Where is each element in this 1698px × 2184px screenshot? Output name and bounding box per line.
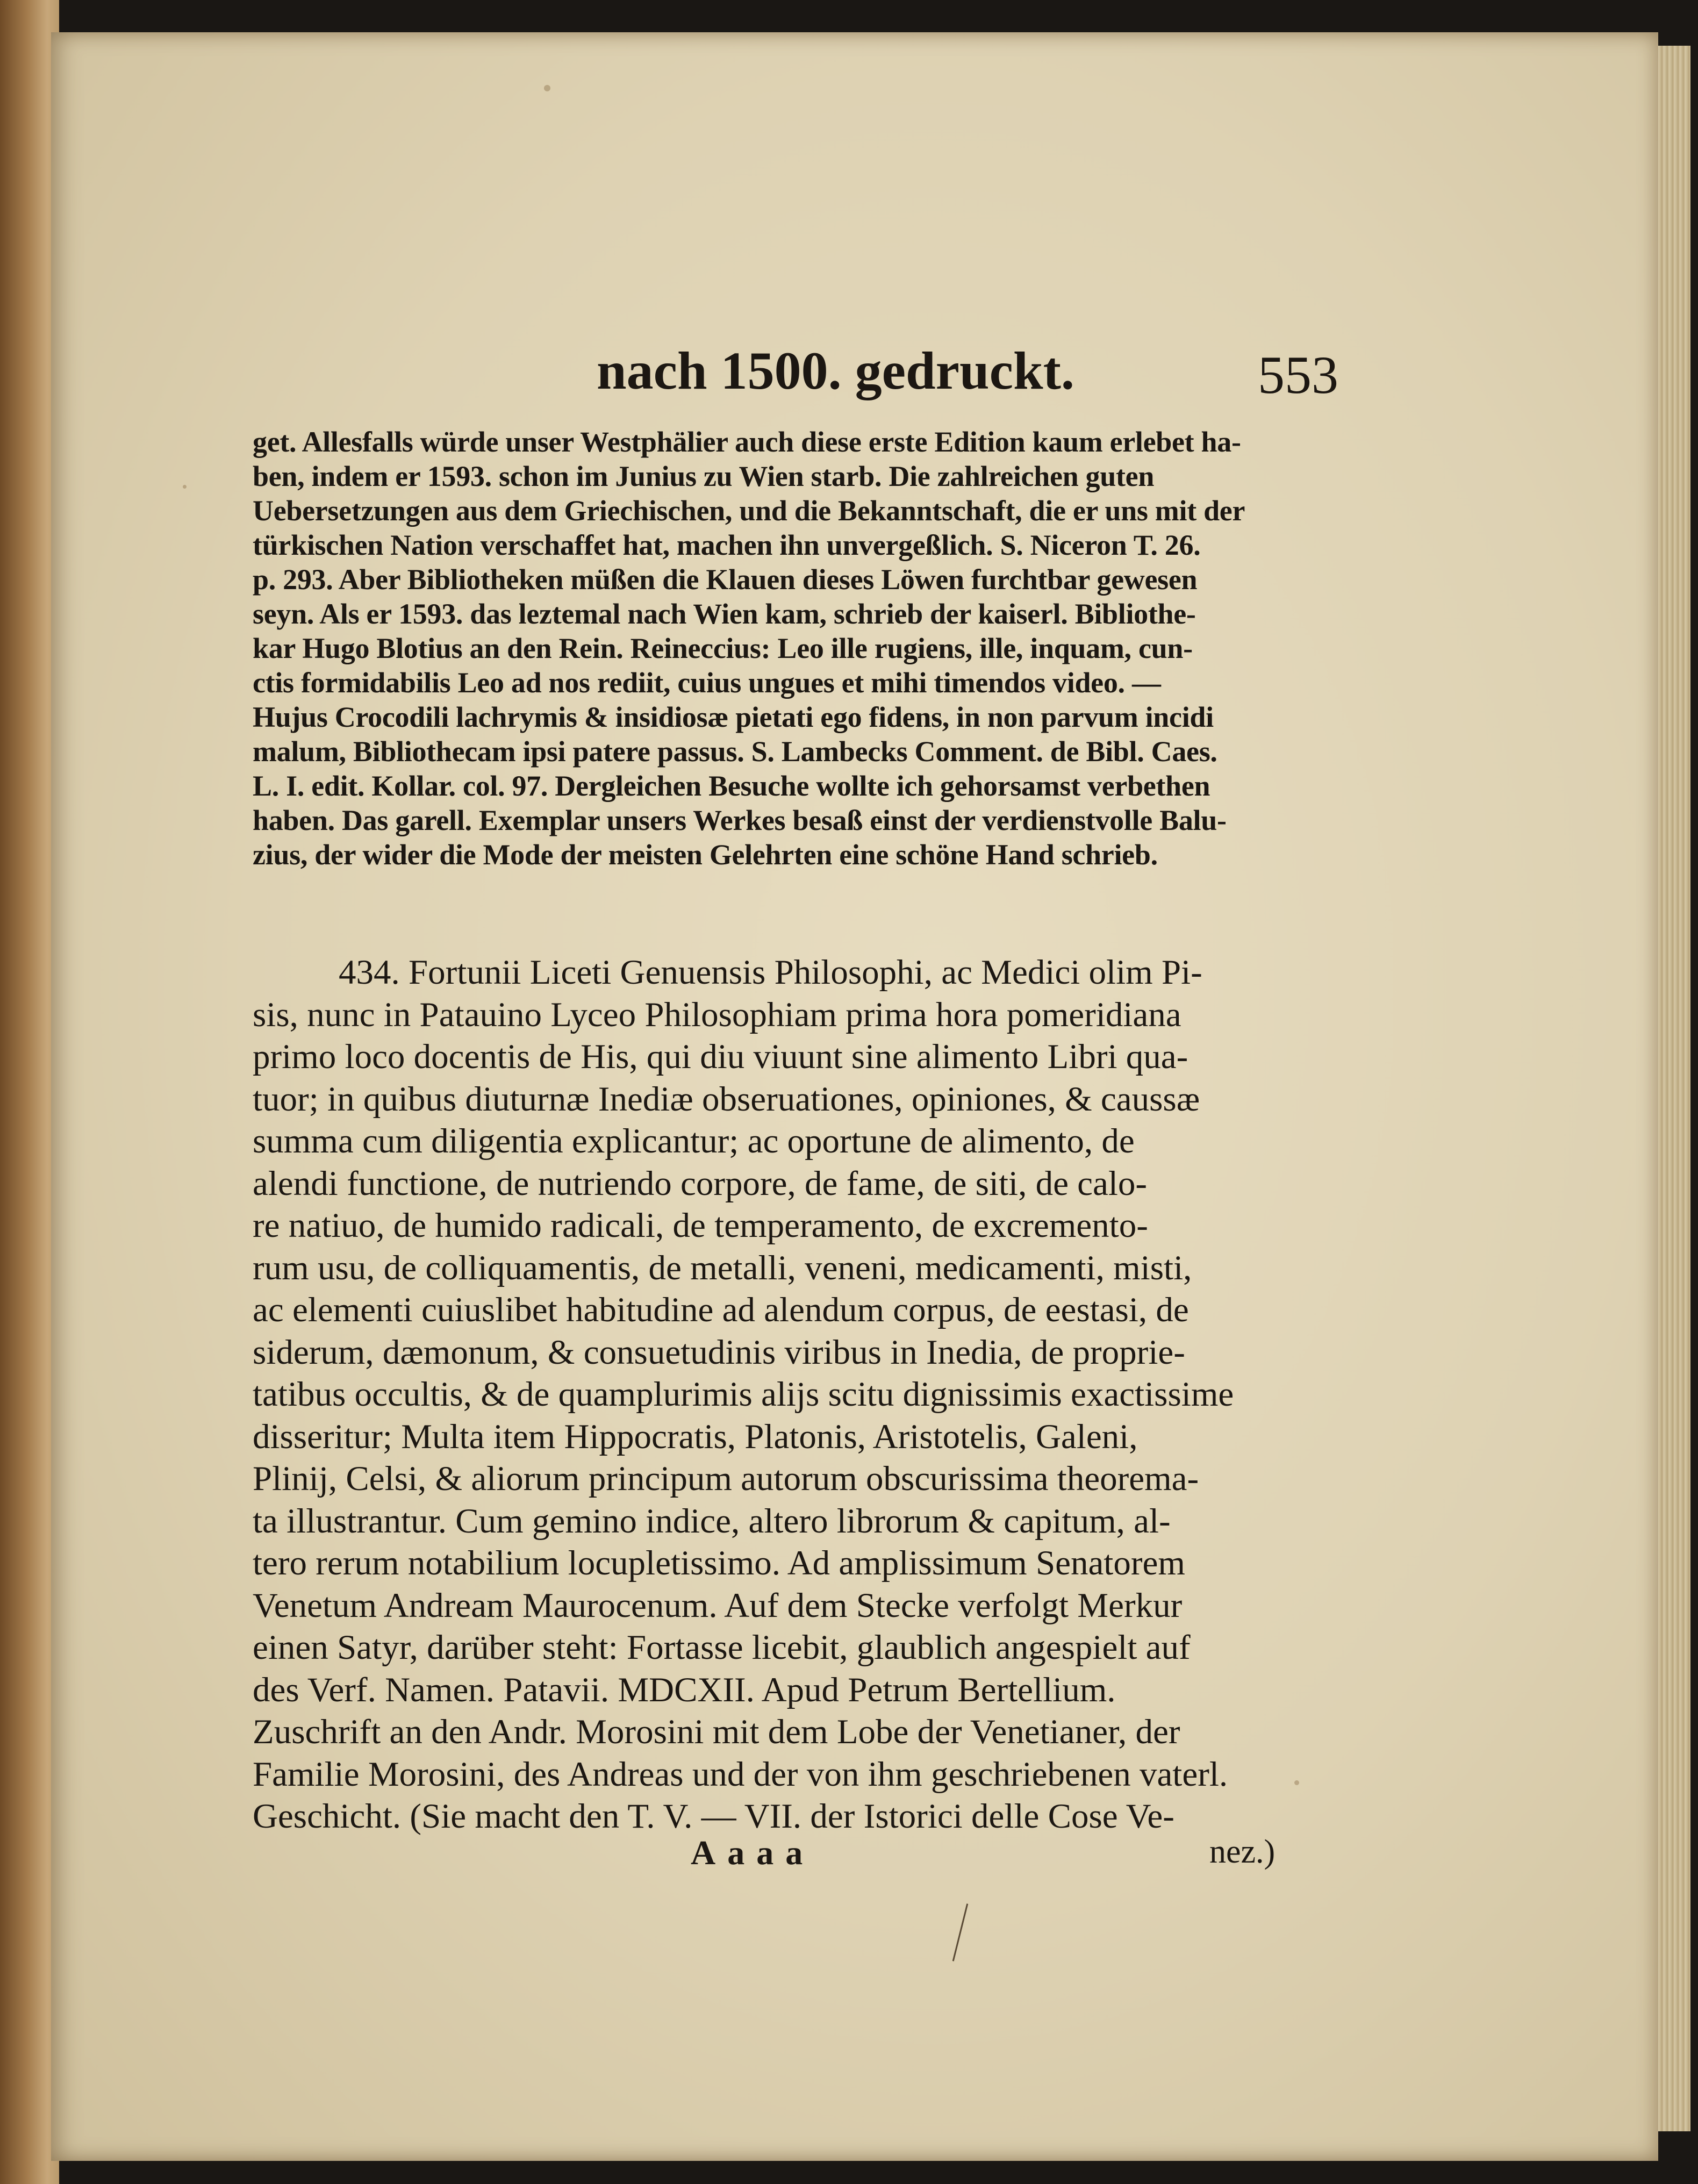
footnote-line: türkischen Nation verschaffet hat, machen ihn unvergeßlich. S. Niceron T. 26. [253,529,1201,561]
footnote-line: Uebersetzungen aus dem Griechischen, und die Bekanntschaft, die er uns mit der [253,495,1245,527]
footnote-line: p. 293. Aber Bibliotheken müßen die Klauen dieses Löwen furchtbar gewesen [253,563,1198,596]
entry-line: des Verf. Namen. Patavii. MDCXII. Apud Petrum Bertellium. [253,1670,1116,1709]
catalog-entry-434 [253,951,1349,1838]
paper-spot [544,85,550,91]
footnote-line: seyn. Als er 1593. das leztemal nach Wien kam, schrieb der kaiserl. Bibliothe- [253,598,1196,630]
entry-line: re natiuo, de humido radicali, de temperamento, de excremento- [253,1206,1148,1245]
entry-line: Geschicht. (Sie macht den T. V. — VII. der Istorici delle Cose Ve- [253,1797,1174,1836]
entry-line: summa cum diligentia explicantur; ac oportune de alimento, de [253,1122,1135,1161]
entry-line: Venetum Andream Maurocenum. Auf dem Stecke verfolgt Merkur [253,1586,1183,1625]
entry-line: 434. Fortunii Liceti Genuensis Philosophi, ac Medici olim Pi- [339,953,1202,992]
footnote-line: get. Allesfalls würde unser Westphälier auch diese erste Edition kaum erlebet ha- [253,426,1241,458]
running-title: nach 1500. gedruckt. [597,341,1074,400]
footnote-line: malum, Bibliothecam ipsi patere passus. S. Lambecks Comment. de Bibl. Caes. [253,735,1217,768]
footnote-line: Hujus Crocodili lachrymis & insidiosæ pietati ego fidens, in non parvum incidi [253,701,1214,733]
footnote-line: L. I. edit. Kollar. col. 97. Dergleichen Besuche wollte ich gehorsamst verbethen [253,770,1210,802]
page-edges [1658,46,1690,2131]
page-number: 553 [1258,345,1338,405]
catchword: nez.) [1209,1834,1276,1870]
entry-line: primo loco docentis de His, qui diu viuunt sine alimento Libri qua- [253,1037,1188,1076]
entry-line: sis, nunc in Patauino Lyceo Philosophiam prima hora pomeridiana [253,995,1181,1034]
paper-spot [183,485,187,489]
footnote-line: ctis formidabilis Leo ad nos rediit, cuius ungues et mihi timendos video. — [253,667,1161,699]
footnote-line: kar Hugo Blotius an den Rein. Reineccius: Leo ille rugiens, ille, inquam, cun- [253,632,1193,664]
entry-line: tuor; in quibus diuturnæ Inediæ obseruationes, opiniones, & caussæ [253,1079,1200,1119]
entry-line: tero rerum notabilium locupletissimo. Ad amplissimum Senatorem [253,1544,1185,1582]
signature-mark: Aaaa [691,1834,815,1872]
binding-gutter [0,0,59,2184]
footnote-line: zius, der wider die Mode der meisten Gelehrten eine schöne Hand schrieb. [253,839,1158,871]
footnote-block [253,425,1346,872]
entry-line: Familie Morosini, des Andreas und der von ihm geschriebenen vaterl. [253,1755,1228,1794]
entry-line: siderum, dæmonum, & consuetudinis viribus in Inedia, de proprie- [253,1333,1185,1372]
footnote-line: haben. Das garell. Exemplar unsers Werkes besaß einst der verdienstvolle Balu- [253,804,1227,836]
entry-line: einen Satyr, darüber steht: Fortasse licebit, glaublich angespielt auf [253,1628,1191,1667]
entry-line: ta illustrantur. Cum gemino indice, altero librorum & capitum, al- [253,1501,1171,1541]
entry-line: disseritur; Multa item Hippocratis, Platonis, Aristotelis, Galeni, [253,1417,1138,1456]
footnote-line: ben, indem er 1593. schon im Junius zu Wien starb. Die zahlreichen guten [253,460,1155,492]
entry-line: alendi functione, de nutriendo corpore, de fame, de siti, de calo- [253,1164,1148,1203]
entry-line: ac elementi cuiuslibet habitudine ad alendum corpus, de eestasi, de [253,1291,1189,1329]
entry-line: Plinij, Celsi, & aliorum principum autorum obscurissima theorema- [253,1459,1199,1498]
entry-line: Zuschrift an den Andr. Morosini mit dem Lobe der Venetianer, der [253,1713,1180,1751]
entry-line: tatibus occultis, & de quamplurimis alijs scitu dignissimis exactissime [253,1375,1234,1414]
entry-line: rum usu, de colliquamentis, de metalli, veneni, medicamenti, misti, [253,1248,1192,1287]
